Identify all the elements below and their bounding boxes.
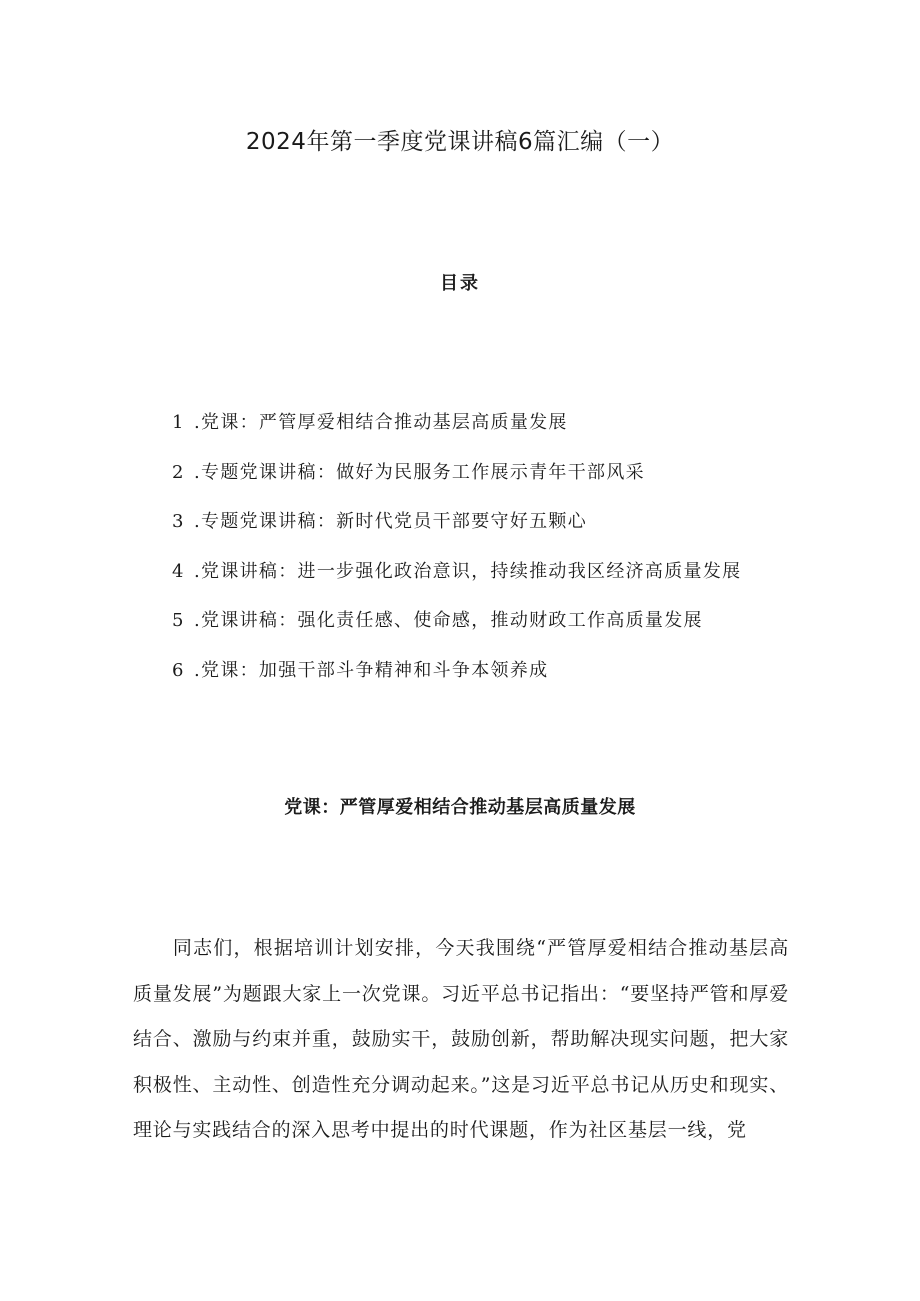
section-title: 党课：严管厚爱相结合推动基层高质量发展 xyxy=(284,797,636,818)
toc-text: .专题党课讲稿：新时代党员干部要守好五颗心 xyxy=(194,511,588,532)
toc-number: 6 xyxy=(172,659,185,681)
toc-item-5[interactable] xyxy=(172,604,741,654)
toc-text: .党课：严管厚爱相结合推动基层高质量发展 xyxy=(194,412,568,433)
toc-number: 1 xyxy=(172,412,185,433)
toc-text: .专题党课讲稿：做好为民服务工作展示青年干部风采 xyxy=(194,461,645,483)
toc-item-1[interactable] xyxy=(172,406,741,456)
table-of-contents xyxy=(172,406,741,703)
toc-item-6[interactable] xyxy=(172,654,741,704)
toc-number: 5 xyxy=(172,610,185,631)
toc-number: 3 xyxy=(172,511,185,532)
toc-text: .党课讲稿：进一步强化政治意识，持续推动我区经济高质量发展 xyxy=(194,560,742,582)
toc-text: .党课讲稿：强化责任感、使命感，推动财政工作高质量发展 xyxy=(194,610,703,631)
toc-number: 4 xyxy=(172,560,185,582)
toc-item-4[interactable] xyxy=(172,555,741,605)
toc-item-2[interactable] xyxy=(172,456,741,506)
body-paragraph: 同志们，根据培训计划安排，今天我围绕“严管厚爱相结合推动基层高质量发展”为题跟大家上一次党课。习近平总书记指出：“要坚持严管和厚爱结合、激励与约束并重，鼓励实干，鼓励创新，帮助解决现实问题，把大家积极性、主动性、创造性充分调动起来。”这是习近平总书记从历史和现实、理论与实践结合的深入思考中提出的时代课题，作为社区基层一线，党 xyxy=(133,937,789,1141)
toc-item-3[interactable] xyxy=(172,505,741,555)
toc-text: .党课：加强干部斗争精神和斗争本领养成 xyxy=(194,659,549,681)
document-title: 2024年第一季度党课讲稿6篇汇编（一） xyxy=(245,129,675,155)
toc-number: 2 xyxy=(172,461,185,483)
toc-heading: 目录 xyxy=(440,273,480,294)
